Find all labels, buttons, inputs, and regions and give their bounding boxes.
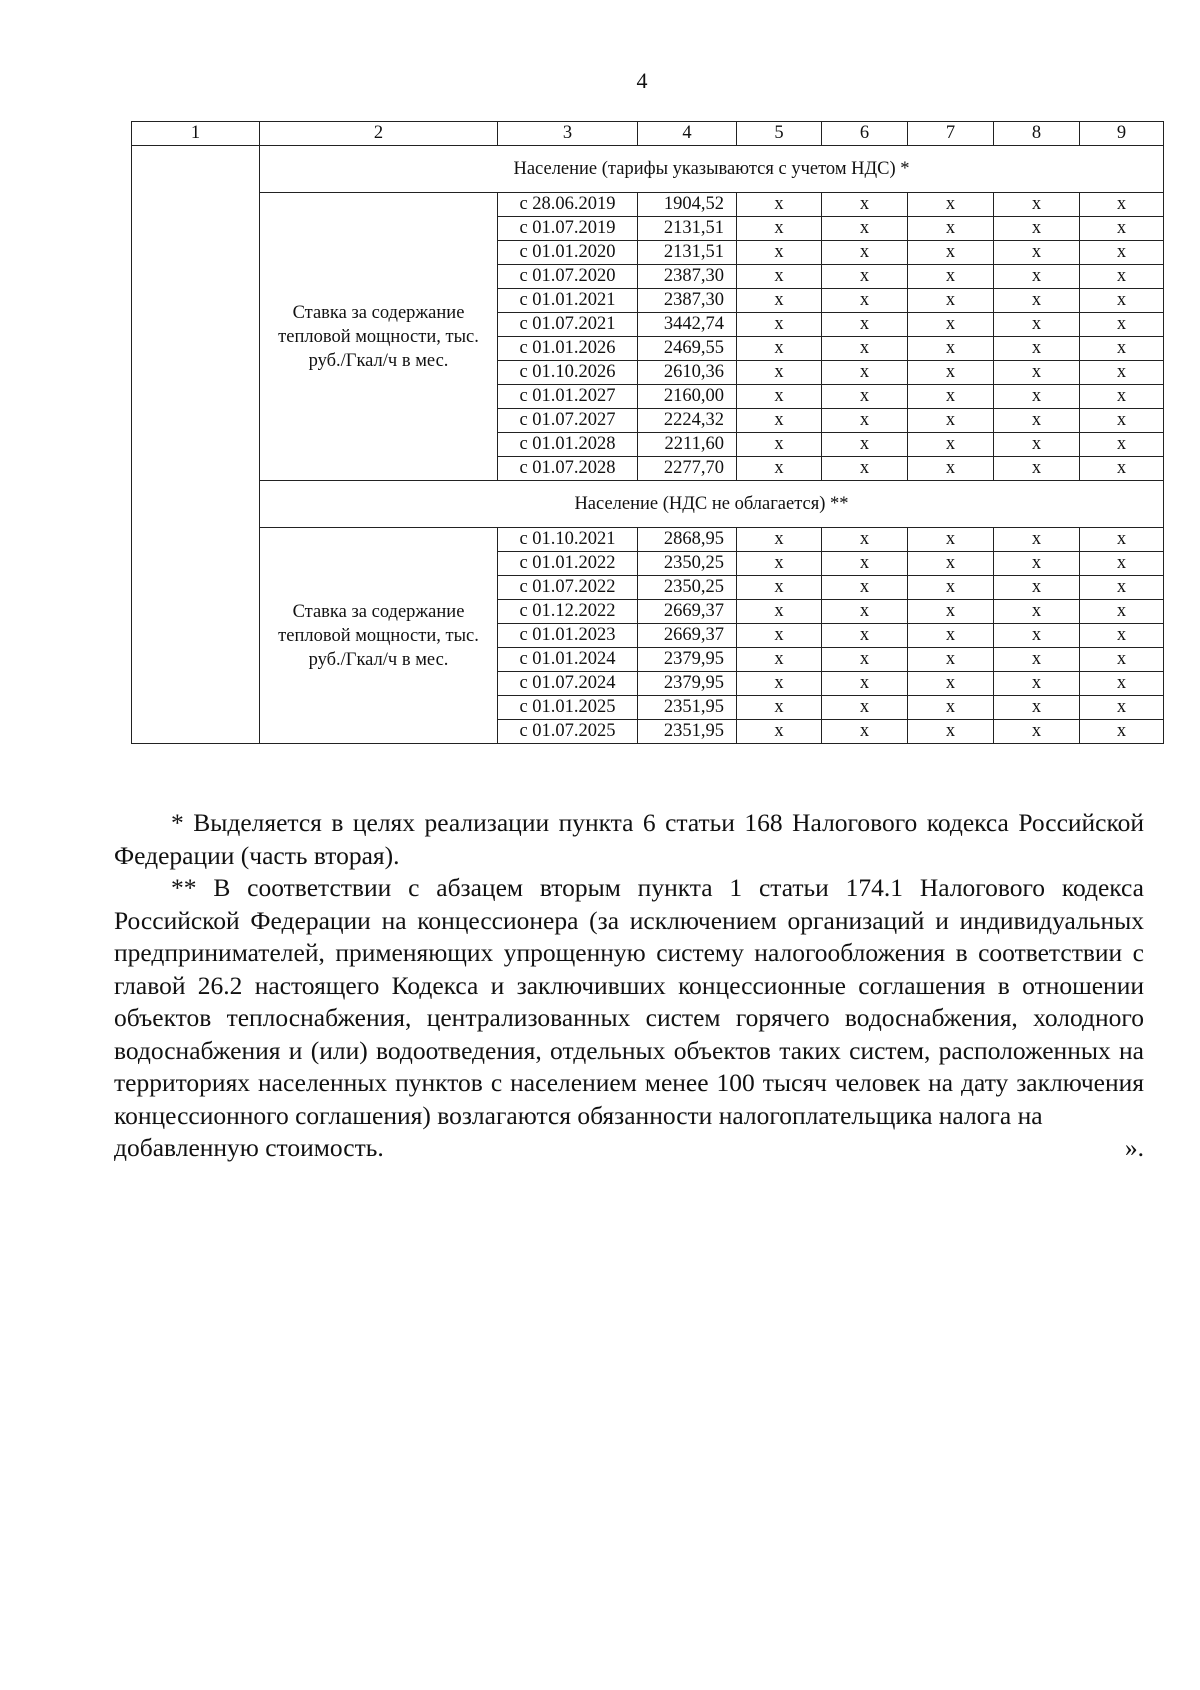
not-applicable-mark: x bbox=[908, 241, 994, 265]
tariff-value: 2131,51 bbox=[638, 217, 737, 241]
not-applicable-mark: x bbox=[737, 385, 822, 409]
tariff-value: 2469,55 bbox=[638, 337, 737, 361]
effective-date: с 28.06.2019 bbox=[498, 193, 638, 217]
column-header-7: 7 bbox=[908, 122, 994, 146]
not-applicable-mark: x bbox=[822, 457, 908, 481]
tariff-value: 2379,95 bbox=[638, 648, 737, 672]
effective-date: с 01.10.2026 bbox=[498, 361, 638, 385]
not-applicable-mark: x bbox=[908, 576, 994, 600]
effective-date: с 01.07.2027 bbox=[498, 409, 638, 433]
tariff-value: 2350,25 bbox=[638, 576, 737, 600]
not-applicable-mark: x bbox=[822, 265, 908, 289]
not-applicable-mark: x bbox=[908, 289, 994, 313]
tariff-value: 2351,95 bbox=[638, 696, 737, 720]
not-applicable-mark: x bbox=[822, 624, 908, 648]
not-applicable-mark: x bbox=[908, 600, 994, 624]
not-applicable-mark: x bbox=[994, 720, 1080, 744]
not-applicable-mark: x bbox=[1080, 193, 1164, 217]
not-applicable-mark: x bbox=[1080, 552, 1164, 576]
tariff-value: 2131,51 bbox=[638, 241, 737, 265]
not-applicable-mark: x bbox=[994, 457, 1080, 481]
not-applicable-mark: x bbox=[822, 576, 908, 600]
not-applicable-mark: x bbox=[822, 409, 908, 433]
not-applicable-mark: x bbox=[994, 385, 1080, 409]
footnotes bbox=[114, 807, 1144, 1165]
not-applicable-mark: x bbox=[737, 409, 822, 433]
not-applicable-mark: x bbox=[1080, 720, 1164, 744]
not-applicable-mark: x bbox=[1080, 217, 1164, 241]
not-applicable-mark: x bbox=[994, 600, 1080, 624]
table-row bbox=[132, 528, 1164, 552]
not-applicable-mark: x bbox=[994, 433, 1080, 457]
effective-date: с 01.01.2027 bbox=[498, 385, 638, 409]
not-applicable-mark: x bbox=[737, 648, 822, 672]
column-header-1: 1 bbox=[132, 122, 260, 146]
not-applicable-mark: x bbox=[994, 672, 1080, 696]
not-applicable-mark: x bbox=[822, 217, 908, 241]
not-applicable-mark: x bbox=[994, 648, 1080, 672]
not-applicable-mark: x bbox=[1080, 624, 1164, 648]
not-applicable-mark: x bbox=[908, 265, 994, 289]
not-applicable-mark: x bbox=[737, 624, 822, 648]
not-applicable-mark: x bbox=[737, 672, 822, 696]
tariff-value: 2379,95 bbox=[638, 672, 737, 696]
not-applicable-mark: x bbox=[737, 361, 822, 385]
effective-date: с 01.01.2025 bbox=[498, 696, 638, 720]
not-applicable-mark: x bbox=[822, 313, 908, 337]
column-header-8: 8 bbox=[994, 122, 1080, 146]
not-applicable-mark: x bbox=[737, 241, 822, 265]
not-applicable-mark: x bbox=[908, 337, 994, 361]
not-applicable-mark: x bbox=[994, 552, 1080, 576]
tariff-value: 2277,70 bbox=[638, 457, 737, 481]
not-applicable-mark: x bbox=[822, 696, 908, 720]
effective-date: с 01.07.2025 bbox=[498, 720, 638, 744]
footnote-vat-exempt bbox=[114, 872, 1144, 1132]
not-applicable-mark: x bbox=[822, 720, 908, 744]
effective-date: с 01.07.2028 bbox=[498, 457, 638, 481]
not-applicable-mark: x bbox=[908, 409, 994, 433]
not-applicable-mark: x bbox=[994, 696, 1080, 720]
not-applicable-mark: x bbox=[908, 385, 994, 409]
effective-date: с 01.01.2023 bbox=[498, 624, 638, 648]
not-applicable-mark: x bbox=[908, 457, 994, 481]
not-applicable-mark: x bbox=[737, 313, 822, 337]
effective-date: с 01.01.2020 bbox=[498, 241, 638, 265]
not-applicable-mark: x bbox=[737, 193, 822, 217]
not-applicable-mark: x bbox=[737, 552, 822, 576]
rate-label: Ставка за содержание тепловой мощности, тыс. руб./Гкал/ч в мес. bbox=[260, 528, 498, 744]
tariff-value: 2387,30 bbox=[638, 289, 737, 313]
not-applicable-mark: x bbox=[737, 265, 822, 289]
not-applicable-mark: x bbox=[1080, 265, 1164, 289]
not-applicable-mark: x bbox=[822, 528, 908, 552]
not-applicable-mark: x bbox=[908, 361, 994, 385]
not-applicable-mark: x bbox=[822, 337, 908, 361]
not-applicable-mark: x bbox=[1080, 457, 1164, 481]
not-applicable-mark: x bbox=[1080, 696, 1164, 720]
rate-label: Ставка за содержание тепловой мощности, тыс. руб./Гкал/ч в мес. bbox=[260, 193, 498, 481]
not-applicable-mark: x bbox=[1080, 433, 1164, 457]
tariff-value: 2224,32 bbox=[638, 409, 737, 433]
not-applicable-mark: x bbox=[908, 720, 994, 744]
not-applicable-mark: x bbox=[737, 528, 822, 552]
tariff-value: 1904,52 bbox=[638, 193, 737, 217]
not-applicable-mark: x bbox=[994, 624, 1080, 648]
tariff-value: 2868,95 bbox=[638, 528, 737, 552]
not-applicable-mark: x bbox=[822, 648, 908, 672]
column-header-6: 6 bbox=[822, 122, 908, 146]
not-applicable-mark: x bbox=[822, 361, 908, 385]
footnote-vat-exempt-end: добавленную стоимость. bbox=[114, 1133, 384, 1162]
not-applicable-mark: x bbox=[994, 217, 1080, 241]
tariff-value: 2669,37 bbox=[638, 624, 737, 648]
not-applicable-mark: x bbox=[1080, 528, 1164, 552]
tariff-value: 2160,00 bbox=[638, 385, 737, 409]
column-header-9: 9 bbox=[1080, 122, 1164, 146]
tariff-value: 2669,37 bbox=[638, 600, 737, 624]
tariff-value: 2350,25 bbox=[638, 552, 737, 576]
effective-date: с 01.07.2021 bbox=[498, 313, 638, 337]
not-applicable-mark: x bbox=[737, 600, 822, 624]
not-applicable-mark: x bbox=[908, 313, 994, 337]
not-applicable-mark: x bbox=[1080, 385, 1164, 409]
footnote-vat-included: * Выделяется в целях реализации пункта 6 статьи 168 Налогового кодекса Российской Федерации (часть вторая). bbox=[114, 808, 1144, 870]
not-applicable-mark: x bbox=[737, 576, 822, 600]
not-applicable-mark: x bbox=[994, 289, 1080, 313]
table-header-row bbox=[132, 122, 1164, 146]
effective-date: с 01.01.2022 bbox=[498, 552, 638, 576]
row-number-cell bbox=[132, 146, 260, 744]
not-applicable-mark: x bbox=[994, 528, 1080, 552]
footnote-vat-exempt-text: ** В соответствии с абзацем вторым пункта 1 статьи 174.1 Налогового кодекса Российской Федерации на концессионера (за исключением организаций и индивидуальных предпринимателей, применяющих упрощенную систему налогообложения в соответствии с главой 26.2 настоящего Кодекса и заключивших концессионные соглашения в отношении объектов теплоснабжения, централизованных систем горячего водоснабжения, холодного водоснабжения и (или) водоотведения, отдельных объектов таких систем, расположенных на территориях населенных пунктов с населением менее 100 тысяч человек на дату заключения концессионного соглашения) возлагаются обязанности налогоплательщика налога на bbox=[114, 873, 1144, 1130]
effective-date: с 01.10.2021 bbox=[498, 528, 638, 552]
not-applicable-mark: x bbox=[994, 193, 1080, 217]
not-applicable-mark: x bbox=[822, 552, 908, 576]
not-applicable-mark: x bbox=[1080, 313, 1164, 337]
not-applicable-mark: x bbox=[908, 648, 994, 672]
not-applicable-mark: x bbox=[822, 241, 908, 265]
not-applicable-mark: x bbox=[1080, 337, 1164, 361]
footnote-last-line bbox=[114, 1132, 1144, 1165]
not-applicable-mark: x bbox=[994, 241, 1080, 265]
not-applicable-mark: x bbox=[908, 433, 994, 457]
tariff-table bbox=[131, 121, 1164, 744]
not-applicable-mark: x bbox=[908, 624, 994, 648]
not-applicable-mark: x bbox=[822, 600, 908, 624]
not-applicable-mark: x bbox=[737, 433, 822, 457]
not-applicable-mark: x bbox=[1080, 648, 1164, 672]
not-applicable-mark: x bbox=[737, 457, 822, 481]
not-applicable-mark: x bbox=[1080, 672, 1164, 696]
not-applicable-mark: x bbox=[908, 672, 994, 696]
tariff-value: 2211,60 bbox=[638, 433, 737, 457]
effective-date: с 01.01.2024 bbox=[498, 648, 638, 672]
not-applicable-mark: x bbox=[994, 361, 1080, 385]
column-header-5: 5 bbox=[737, 122, 822, 146]
effective-date: с 01.07.2020 bbox=[498, 265, 638, 289]
not-applicable-mark: x bbox=[737, 217, 822, 241]
column-header-2: 2 bbox=[260, 122, 498, 146]
effective-date: с 01.12.2022 bbox=[498, 600, 638, 624]
table-row bbox=[132, 193, 1164, 217]
page-number: 4 bbox=[636, 68, 648, 93]
not-applicable-mark: x bbox=[737, 337, 822, 361]
tariff-value: 2610,36 bbox=[638, 361, 737, 385]
tariff-value: 2387,30 bbox=[638, 265, 737, 289]
not-applicable-mark: x bbox=[908, 696, 994, 720]
not-applicable-mark: x bbox=[994, 337, 1080, 361]
column-header-4: 4 bbox=[638, 122, 737, 146]
not-applicable-mark: x bbox=[737, 289, 822, 313]
not-applicable-mark: x bbox=[908, 217, 994, 241]
not-applicable-mark: x bbox=[1080, 576, 1164, 600]
not-applicable-mark: x bbox=[1080, 409, 1164, 433]
effective-date: с 01.01.2021 bbox=[498, 289, 638, 313]
closing-quote: ». bbox=[1124, 1133, 1144, 1162]
effective-date: с 01.01.2028 bbox=[498, 433, 638, 457]
not-applicable-mark: x bbox=[994, 313, 1080, 337]
not-applicable-mark: x bbox=[994, 265, 1080, 289]
not-applicable-mark: x bbox=[1080, 600, 1164, 624]
not-applicable-mark: x bbox=[822, 193, 908, 217]
not-applicable-mark: x bbox=[1080, 361, 1164, 385]
not-applicable-mark: x bbox=[822, 385, 908, 409]
section-title-row bbox=[132, 481, 1164, 528]
not-applicable-mark: x bbox=[737, 720, 822, 744]
not-applicable-mark: x bbox=[994, 576, 1080, 600]
effective-date: с 01.01.2026 bbox=[498, 337, 638, 361]
effective-date: с 01.07.2019 bbox=[498, 217, 638, 241]
not-applicable-mark: x bbox=[908, 528, 994, 552]
tariff-value: 2351,95 bbox=[638, 720, 737, 744]
not-applicable-mark: x bbox=[822, 433, 908, 457]
not-applicable-mark: x bbox=[1080, 241, 1164, 265]
column-header-3: 3 bbox=[498, 122, 638, 146]
not-applicable-mark: x bbox=[994, 409, 1080, 433]
effective-date: с 01.07.2024 bbox=[498, 672, 638, 696]
not-applicable-mark: x bbox=[908, 552, 994, 576]
tariff-value: 3442,74 bbox=[638, 313, 737, 337]
section-title: Население (тарифы указываются с учетом НДС) * bbox=[260, 146, 1164, 193]
not-applicable-mark: x bbox=[737, 696, 822, 720]
not-applicable-mark: x bbox=[822, 672, 908, 696]
section-title-row bbox=[132, 146, 1164, 193]
not-applicable-mark: x bbox=[908, 193, 994, 217]
not-applicable-mark: x bbox=[822, 289, 908, 313]
section-title: Население (НДС не облагается) ** bbox=[260, 481, 1164, 528]
not-applicable-mark: x bbox=[1080, 289, 1164, 313]
effective-date: с 01.07.2022 bbox=[498, 576, 638, 600]
